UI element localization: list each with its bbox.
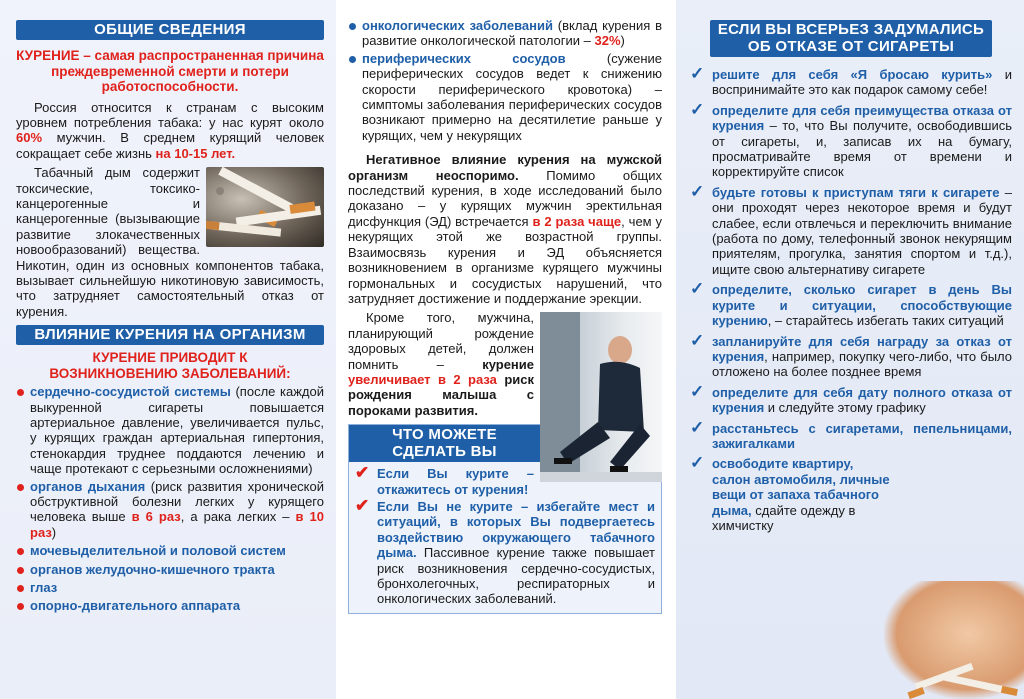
- check-icon: ✓: [690, 417, 705, 437]
- paragraph-tobacco-smoke: Табачный дым содержит токсические, токсико-канцерогенные и канцерогенные (вызывающие развитие злокачественных новообразований) вещества. Никотин, один из основных компонентов табака, вызывает сильнейшую никотиновую зависимость, что затрудняет самостоятельный отказ от курения.: [16, 165, 324, 319]
- section-header-quit: ЕСЛИ ВЫ ВСЕРЬЕЗ ЗАДУМАЛИСЬ ОБ ОТКАЗЕ ОТ СИГАРЕТЫ: [710, 20, 992, 57]
- list-item-gastro: органов желудочно-кишечного тракта: [16, 562, 324, 577]
- tip-clean: ✓ освободите квартиру, салон автомобиля, личные вещи от запаха табачного дыма, сдайте одежду в химчистку: [690, 453, 890, 533]
- tip-count: ✓ определите, сколько сигарет в день Вы курите и ситуации, способствующие курению, – старайтесь избегать таких ситуаций: [690, 279, 1012, 329]
- list-item-cardiovascular: сердечно-сосудистой системы (после каждой выкуренной сигареты повышается артериальное давление, увеличивается пульс, у курящих граждан артериальная гипертония, стенокардия труднее поддаются лечению и чаще протекают с серьезными осложнениями): [16, 384, 324, 476]
- tip-date: ✓ определите для себя дату полного отказа от курения и следуйте этому графику: [690, 381, 1012, 416]
- list-item-respiratory: органов дыхания (риск развития хронической обструктивной болезни легких у курящего человека выше в 6 раз, а рака легких – в 10 раз): [16, 479, 324, 541]
- check-icon: ✔: [355, 495, 370, 515]
- section-header-influence: ВЛИЯНИЕ КУРЕНИЯ НА ОРГАНИЗМ: [16, 325, 324, 345]
- section-header-general: ОБЩИЕ СВЕДЕНИЯ: [16, 20, 324, 40]
- check-icon: ✓: [690, 181, 705, 201]
- list-item-oncology: онкологических заболеваний (вклад курения в развитие онкологической патологии – 32%): [348, 18, 662, 49]
- action-avoid-smoke: ✔ Если Вы не курите – избегайте мест и ситуаций, в которых Вы подвергаетесь воздействию окружающего табачного дыма. Пассивное курение также повышает риск возникновения сердечно-сосудистых, бронхолегочных, респираторных и онкологических заболеваний.: [355, 495, 655, 607]
- tip-decide: ✓ решите для себя «Я бросаю курить» и воспринимайте это как подарок самому себе!: [690, 64, 1013, 98]
- diseases-subheader: КУРЕНИЕ ПРИВОДИТ К ВОЗНИКНОВЕНИЮ ЗАБОЛЕВАНИЙ:: [49, 350, 291, 381]
- paragraph-children: Кроме того, мужчина, планирующий рождение здоровых детей, должен помнить – курение увеличивает в 2 раза риск рождения малыша с пороками развития.: [348, 310, 535, 418]
- column-effects: [336, 0, 676, 699]
- fist-crushing-cigarettes-photo: [884, 581, 1024, 699]
- list-item-peripheral: периферических сосудов (сужение периферических сосудов ведет к снижению скорости периферического кровотока) – симптомы заболевания периферических сосудов возникают примерно на десятилетие раньше у курящих, чем у некурящих: [348, 51, 662, 143]
- check-icon: ✓: [690, 381, 705, 401]
- intro-statement: КУРЕНИЕ – самая распространенная причина преждевременной смерти и потери работоспособности.: [16, 48, 324, 94]
- check-icon: ✓: [690, 279, 705, 299]
- list-item-urogenital: мочевыделительной и половой систем: [16, 543, 324, 558]
- tip-reward: ✓ запланируйте для себя награду за отказ от курения, например, покупку чего-либо, что было отложено на более позднее время: [690, 330, 1012, 380]
- action-quit-smoking: ✔ Если Вы курите – откажитесь от курения!: [355, 463, 534, 497]
- tip-part-with: ✓ расстаньтесь с сигаретами, пепельницами, зажигалками: [690, 417, 1012, 451]
- check-icon: ✓: [690, 64, 705, 83]
- list-item-eyes: глаз: [16, 580, 324, 595]
- section-header-actions: ЧТО МОЖЕТЕ СДЕЛАТЬ ВЫ: [349, 425, 661, 462]
- list-item-musculoskeletal: опорно-двигательного аппарата: [16, 598, 324, 613]
- tip-cravings: ✓ будьте готовы к приступам тяги к сигарете – они проходят через некоторое время и будут слабее, если отвлечься и переключить внимание (работа по дому, телефонный звонок некурящим приятелям, прогулка, занятия спортом и т.д.), ищите свою альтернативу сигарете: [690, 181, 1012, 277]
- check-icon: ✓: [690, 99, 705, 119]
- paragraph-russia: Россия относится к странам с высоким уровнем потребления табака: у нас курят около 60% мужчин. В среднем курящий человек сокращает себе жизнь на 10-15 лет.: [16, 99, 324, 161]
- tip-benefits: ✓ определите для себя преимущества отказа от курения – то, что Вы получите, освободившись от сигареты, и, записав их на бумагу, просматривайте время от времени и корректируйте список: [690, 99, 1012, 180]
- ashtray-cigarettes-photo: [206, 167, 324, 247]
- sad-man-photo: [540, 312, 662, 482]
- check-icon: ✓: [690, 453, 705, 473]
- paragraph-male-effects: Негативное влияние курения на мужской организм неоспоримо. Помимо общих последствий курения, в ходе исследований было доказано – у курящих мужчин эректильная дисфункция (ЭД) встречается в 2 раза чаще, чем у некурящих этой же возрастной группы. Взаимосвязь курения и ЭД объясняется возникновением в организме курящего мужчины гормональных и сосудистых нарушений, что затрудняет достижение и поддержание эрекции.: [348, 152, 662, 306]
- check-icon: ✔: [355, 463, 370, 483]
- column-general-info: [0, 0, 336, 699]
- column-quit-tips: [676, 0, 1024, 699]
- check-icon: ✓: [690, 330, 705, 350]
